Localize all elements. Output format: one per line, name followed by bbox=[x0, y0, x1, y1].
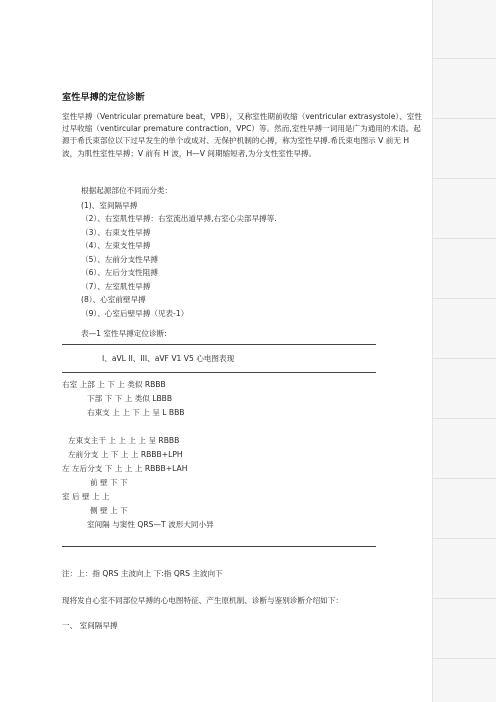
margin-divider bbox=[433, 478, 496, 479]
table-row: 左 左后分支 下 上 上 上 RBBB+LAH bbox=[62, 464, 188, 473]
class-item: （9）、心室后壁早搏（见表-1） bbox=[81, 309, 189, 318]
table-bottom-rule bbox=[62, 546, 376, 547]
class-item: （6）、左后分支性阻搏 bbox=[81, 268, 158, 277]
class-item: （5）、左前分支性早搏 bbox=[81, 255, 158, 264]
class-item: （7）、左室肌性早搏 bbox=[81, 282, 151, 291]
margin-divider bbox=[433, 118, 496, 119]
right-margin-panel bbox=[432, 0, 496, 702]
class-item: (8）、心室前壁早搏 bbox=[81, 295, 146, 304]
table-top-rule bbox=[62, 344, 376, 345]
table-row: 室 后 壁 上 上 bbox=[62, 492, 110, 501]
class-item: (1)、室间隔早搏 bbox=[81, 201, 138, 210]
margin-divider bbox=[433, 58, 496, 59]
table-note: 注：上：指 QRS 主波向上 下:指 QRS 主波向下 bbox=[62, 569, 223, 578]
margin-divider bbox=[433, 418, 496, 419]
page-title: 室性早搏的定位诊断 bbox=[62, 92, 145, 103]
intro-paragraph: 室性早搏（Ventricular premature beat，VPB），又称室性期前收缩（ventricular extrasystole）、室性过早收缩（ventircular premature contraction，VPC）等。然而,室性早搏一词用是广为通用的术语。起源于希氏束部位以下过早发生的单个或成对、无保护机制的心搏，称为室性早搏.希氏束电图示 V 前无 H 波，为肌性室性早搏；V 前有 H 波，H—V 间期缩短者,为分支性室性早搏。 bbox=[62, 112, 422, 158]
table-row: 前 壁 下 下 bbox=[90, 478, 128, 487]
class-item: （2）、右室肌性早搏：右室流出道早搏,右室心尖部早搏等. bbox=[81, 214, 277, 223]
margin-divider bbox=[433, 598, 496, 599]
table-row: 左前分支 上 下 上 上 RBBB+LPH bbox=[68, 450, 183, 459]
margin-divider bbox=[433, 538, 496, 539]
table-row: 左束支主干 上 上 上 上 呈 RBBB bbox=[68, 436, 180, 445]
table-header: I、aVL II、III、aVF V1 V5 心电图表现 bbox=[102, 354, 235, 363]
classify-heading: 根据起源部位不同而分类： bbox=[81, 186, 173, 195]
table-row: 侧 壁 上 下 bbox=[90, 506, 128, 515]
margin-divider bbox=[433, 238, 496, 239]
margin-divider bbox=[433, 358, 496, 359]
closing-text: 现将发自心室不同部位早搏的心电图特征、产生原机制、诊断与鉴别诊断介绍如下： bbox=[62, 596, 343, 605]
table-row: 右室 上部 上 下 上 类似 RBBB bbox=[62, 380, 166, 389]
section-heading: 一、 室间隔早搏 bbox=[62, 621, 118, 630]
margin-divider bbox=[433, 658, 496, 659]
margin-divider bbox=[433, 178, 496, 179]
margin-divider bbox=[433, 298, 496, 299]
table-row: 室间隔 与窦性 QRS—T 波形大同小异 bbox=[87, 520, 214, 529]
table-row: 下部 下 下 上 类似 LBBB bbox=[87, 394, 173, 403]
table-caption: 表—1 室性早搏定位诊断: bbox=[81, 329, 167, 338]
class-item: （3）、右束支性早搏 bbox=[81, 228, 151, 237]
table-header-rule bbox=[62, 372, 376, 373]
table-row: 右束支 上 上 下 上 呈 L BBB bbox=[87, 408, 185, 417]
class-item: （4）、左束支性早搏 bbox=[81, 241, 151, 250]
